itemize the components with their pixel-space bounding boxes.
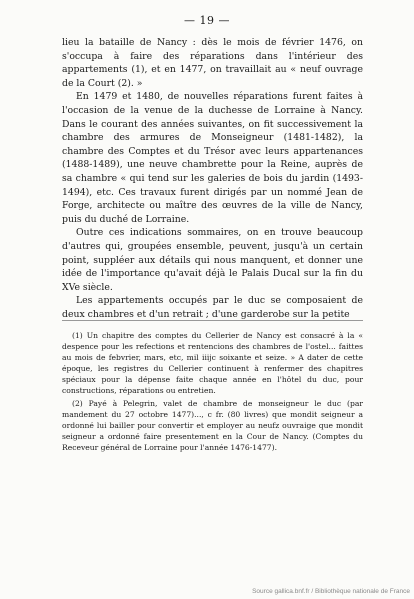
paragraph: Les appartements occupés par le duc se composaient de deux chambres et d'un retrait ; d'une garderobe sur la petite [62,295,363,320]
paragraph: En 1479 et 1480, de nouvelles réparations furent faites à l'occasion de la venue de la duchesse de Lorraine à Nancy. Dans le courant des années suivantes, on fit successivement la chambre des armures de Monseigneur (1481-1482), la chambre des Comptes et du Trésor avec leurs appartenances (1488-1489), une neuve chambrette pour la Reine, auprès de sa chambre « qui tend sur les galeries de bois du jardin (1493-1494), etc. Ces travaux furent dirigés par un nommé Jean de Forge, architecte ou maître des œuvres de la ville de Nancy, puis du duché de Lorraine. [62,91,363,225]
page-number: — 19 — [184,14,230,27]
footnotes [62,330,363,455]
footnote: (2) Payé à Pelegrin, valet de chambre de monseigneur le duc (par mandement du 27 octobre 1477)..., c fr. (80 livres) que mondit seigneur a ordonné lui bailler pour convertir et employer au neufz ouvraige que mondit seigneur a ordonné faire presentement en la Cour de Nancy. (Comptes du Receveur général de Lorraine pour l'année 1476-1477). [62,399,363,452]
main-text [62,36,363,321]
paragraph: Outre ces indications sommaires, on en trouve beaucoup d'autres qui, groupées ensemble, peuvent, jusqu'à un certain point, suppléer aux détails qui nous manquent, et donner une idée de l'importance qu'avait déjà le Palais Ducal sur la fin du XVe siècle. [62,227,363,293]
footnote-divider [62,320,363,321]
footnote: (1) Un chapitre des comptes du Cellerier de Nancy est consacré à la « despence pour les refections et rentencions des chambres de l'ostel... faittes au mois de febvrier, mars, etc, mil iiijc soixante et seize. » A dater de cette époque, les registres du Cellerier continuent à renfermer des chapitres spéciaux pour la dépense faite chaque année en l'hôtel du duc, pour constructions, réparations ou entretien. [62,331,363,395]
source-credit: Source gallica.bnf.fr / Bibliothèque nationale de France [252,588,410,595]
paragraph: lieu la bataille de Nancy : dès le mois de février 1476, on s'occupa à faire des réparations dans l'intérieur des appartements (1), et en 1477, on travaillait au « neuf ouvrage de la Court (2). » [62,37,363,89]
